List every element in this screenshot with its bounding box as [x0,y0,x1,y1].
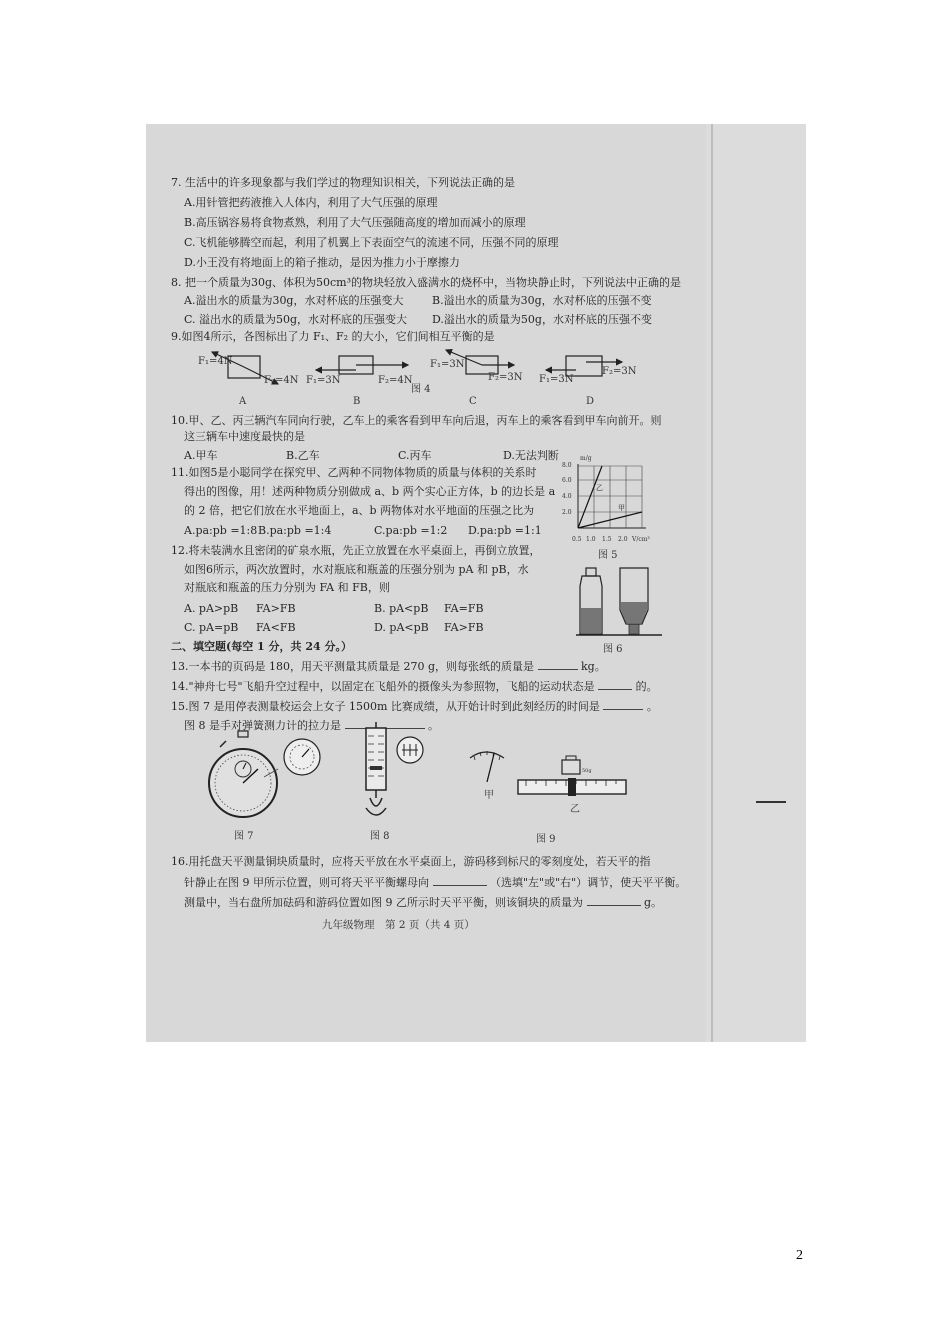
diagram-c-f1-label: F₁=3N [430,359,465,370]
q16-line2 [184,875,686,889]
q8-option-a: A.溢出水的质量为30g，水对杯底的压强变大 [184,294,404,307]
q11-line1: 11.如图5是小聪同学在探究甲、乙两种不同物体物质的质量与体积的关系时 [171,466,537,479]
diagram-c-letter: C [469,396,477,407]
q10-stem-line1: 10.甲、乙、丙三辆汽车同向行驶，乙车上的乘客看到甲车向后退，丙车上的乘客看到甲车向前开。则 [171,414,662,427]
q16-answer-blank-1[interactable] [433,875,487,886]
q16-text2b: （选填"左"或"右"）调节，使天平平衡。 [490,876,687,889]
figure-5-x-ticks [572,533,682,545]
section-2-heading: 二、填空题(每空 1 分，共 24 分。） [171,640,352,653]
spring-scale-body [366,728,386,790]
diagram-a-f1-label: F₁=4N [198,356,233,367]
q8-option-d: D.溢出水的质量为50g，水对杯底的压强不变 [432,313,652,326]
q16-unit: g。 [644,896,663,909]
q10-option-a: A.甲车 [184,449,218,462]
q15-line1 [171,699,658,713]
graph-xtick-1: 0.5 [572,536,582,543]
q11-option-d: D.pa:pb =1:1 [468,524,542,537]
diagram-d-block [566,356,602,376]
q15-answer-blank-1[interactable] [603,699,643,710]
graph-xlabel: V/cm³ [632,536,650,543]
q15-end2: 。 [428,719,439,732]
q16-line3 [184,895,662,909]
figure-4-caption: 图 4 [411,384,431,395]
q10-option-c: C.丙车 [398,449,432,462]
q12-option-b-p: B. pA<pB [374,602,429,615]
q12-line3: 对瓶底和瓶盖的压力分别为 FA 和 FB，则 [184,581,390,594]
q7-option-d: D.小王没有将地面上的箱子推动，是因为推力小于摩擦力 [184,256,460,269]
graph-xtick-2: 1.0 [586,536,596,543]
diagram-d-f1-label: F₁=3N [539,374,574,385]
q9-stem: 9.如图4所示，各图标出了力 F₁、F₂ 的大小，它们间相互平衡的是 [171,330,495,343]
q11-option-a: A.pa:pb =1:8 [184,524,258,537]
q12-option-a-p: A. pA>pB [184,602,239,615]
graph-ytick-3: 4.0 [562,493,572,500]
figure-6-bottles [576,566,666,638]
q13-answer-blank[interactable] [538,659,578,670]
graph-ytick-2: 6.0 [562,477,572,484]
figure-7-stopwatch [206,729,336,821]
q10-option-d: D.无法判断 [503,449,559,462]
q7-option-c: C.飞机能够腾空而起，利用了机翼上下表面空气的流速不同，压强不同的原理 [184,236,559,249]
graph-label-jia: 甲 [618,504,625,512]
q13-line [171,659,606,673]
q12-line2: 如图6所示，两次放置时，水对瓶底和瓶盖的压强分别为 pA 和 pB，水 [184,563,529,576]
q11-line2: 得出的图像，用！述两种物质分别做成 a、b 两个实心正方体，b 的边长是 a [184,485,556,498]
figure-9-rider-scale [516,752,632,804]
balance-rider [568,778,576,796]
q16-line1: 16.用托盘天平测量铜块质量时，应将天平放在水平桌面上，游码移到标尺的零刻度处，若天平的指 [171,855,651,868]
figure-7-caption: 图 7 [234,831,254,842]
diagram-b-f1-label: F₁=3N [306,375,341,386]
exam-content [146,124,706,1042]
figure-9-pointer-scale [464,746,512,786]
figure-9-jia-label: 甲 [484,790,494,801]
figure-5-caption: 图 5 [598,550,618,561]
graph-xtick-3: 1.5 [602,536,612,543]
figure-8-caption: 图 8 [370,831,390,842]
q12-option-d-f: FA>FB [444,621,484,634]
q8-option-b: B.溢出水的质量为30g，水对杯底的压强不变 [432,294,652,307]
figure-5-graph [562,455,652,534]
balance-pointer [487,754,494,782]
q13-text: 13.一本书的页码是 180，用天平测量其质量是 270 g，则每张纸的质量是 [171,660,535,673]
q12-option-b-f: FA=FB [444,602,484,615]
margin-dash [756,801,786,803]
graph-ytick-4: 2.0 [562,509,572,516]
spring-scale-pointer [370,766,382,770]
graph-line-yi [578,466,602,528]
q12-option-d-p: D. pA<pB [374,621,429,634]
graph-label-yi: 乙 [596,484,603,492]
diagram-b-letter: B [353,396,361,407]
q12-line1: 12.将未装满水且密闭的矿泉水瓶，先正立放置在水平桌面上，再倒立放置， [171,544,541,557]
graph-xtick-4: 2.0 [618,536,628,543]
q13-unit: kg。 [581,660,606,673]
graph-ylabel: m/g [580,455,592,462]
diagram-c-f2-label: F₂=3N [488,372,523,383]
q7-stem: 7. 生活中的许多现象都与我们学过的物理知识相关，下列说法正确的是 [171,176,515,189]
q14-line [171,679,658,693]
figure-6-caption: 图 6 [603,644,623,655]
q16-answer-blank-2[interactable] [587,895,641,906]
q15-end1: 。 [646,700,658,713]
q15-text1: 15.图 7 是用停表测量校运会上女子 1500m 比赛成绩，从开始计时到此刻经历的时间是 [171,700,600,713]
q8-stem: 8. 把一个质量为30g、体积为50cm³的物块轻放入盛满水的烧杯中，当物块静止时，下列说法中正确的是 [171,276,682,289]
diagram-d-f2-label: F₂=3N [602,366,637,377]
inverted-bottle-water [621,602,647,623]
q12-option-a-f: FA>FB [256,602,296,615]
q14-answer-blank[interactable] [598,679,632,690]
q10-stem-line2: 这三辆车中速度最快的是 [184,430,305,443]
q11-option-b: B.pa:pb =1:4 [258,524,332,537]
q14-unit: 的。 [635,680,658,693]
scan-edge-strip [706,124,806,1042]
figure-9-caption: 图 9 [536,834,556,845]
q12-option-c-f: FA<FB [256,621,296,634]
figure-8-spring-scale [356,722,426,822]
upright-bottle-water [581,608,601,633]
q14-text: 14."神舟七号"飞船升空过程中，以固定在飞船外的摄像头为参照物，飞船的运动状态是 [171,680,595,693]
diagram-a-f2-label: F₂=4N [264,375,299,386]
q11-line3: 的 2 倍，把它们放在水平地面上，a、b 两物体对水平地面的压强之比为 [184,504,535,517]
q10-option-b: B.乙车 [286,449,320,462]
page-number: 2 [796,1248,803,1263]
q8-option-c: C. 溢出水的质量为50g，水对杯底的压强变大 [184,313,408,326]
q15-text2: 图 8 是手对弹簧测力计的拉力是 [184,719,341,732]
weight-label: 50g [582,768,592,774]
graph-ytick-1: 8.0 [562,462,572,469]
q11-option-c: C.pa:pb =1:2 [374,524,448,537]
q16-text2a: 针静止在图 9 甲所示位置，则可将天平平衡螺母向 [184,876,429,889]
q16-text3: 测量中，当右盘所加砝码和游码位置如图 9 乙所示时天平平衡，则该铜块的质量为 [184,896,583,909]
scanned-exam-page [146,124,806,1042]
diagram-d-letter: D [586,396,595,407]
q7-option-a: A.用针管把药液推入人体内，利用了大气压强的原理 [184,196,438,209]
weight-50g [562,760,580,774]
diagram-b-f2-label: F₂=4N [378,375,413,386]
diagram-a-letter: A [239,396,247,407]
q12-option-c-p: C. pA=pB [184,621,239,634]
figure-9-yi-label: 乙 [570,804,580,815]
q7-option-b: B.高压锅容易将食物煮熟，利用了大气压强随高度的增加而减小的原理 [184,216,526,229]
spring-scale-hook [370,798,382,806]
fold-line [711,124,713,1042]
exam-footer: 九年级物理 第 2 页（共 4 页） [322,919,475,931]
